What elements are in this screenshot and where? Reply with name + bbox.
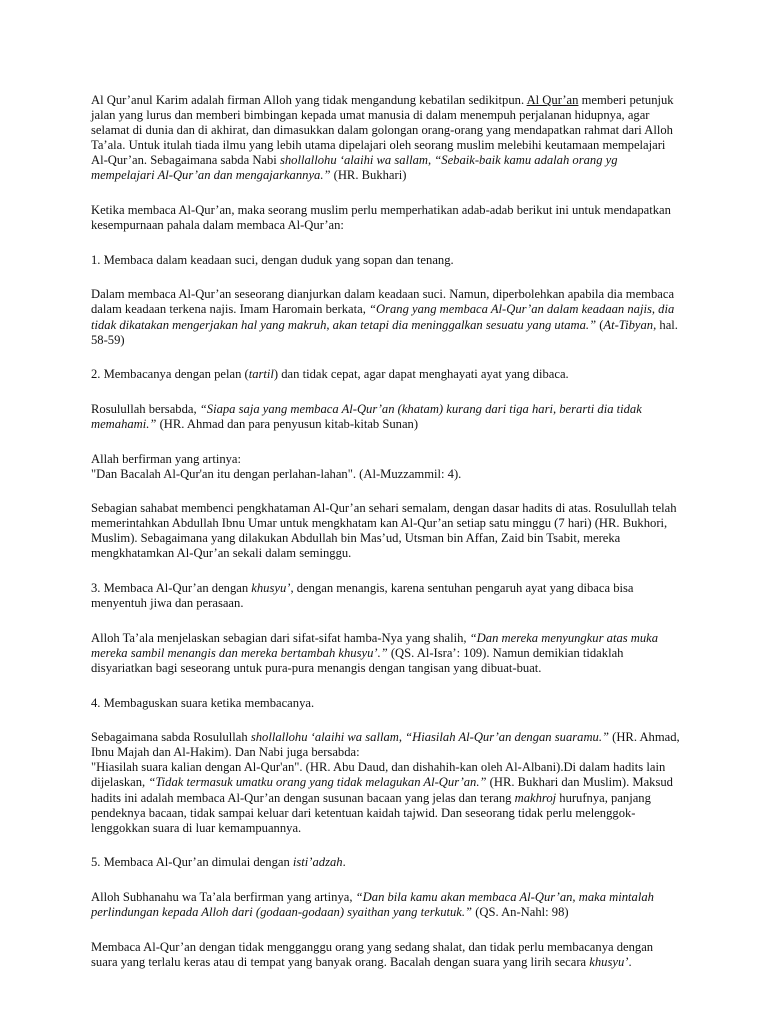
text-run: Sebagian sahabat membenci pengkhataman Al-Qur’an sehari semalam, dengan dasar hadits di atas. Rosulullah telah memerintahkan Abdullah Ibnu Umar untuk mengkhatam kan Al-Qur’an setiap satu minggu (7 hari) (HR. Bukhori, Muslim). Sebagaimana yang dilakukan Abdullah bin Mas’ud, Utsman bin Affan, Zaid bin Tsabit, mereka mengkhatamkan Al-Qur’an sekali dalam seminggu. bbox=[91, 501, 677, 561]
text-run: (HR. Bukhari dan Muslim). Maksud hadits ini adalah membaca Al-Qur’an dengan susunan bacaan yang jelas dan terang bbox=[91, 775, 673, 805]
italic-text: shollallohu ‘alaihi wa sallam bbox=[250, 730, 399, 745]
text-run: 2. Membacanya dengan pelan ( bbox=[91, 367, 249, 382]
text-run: "Hiasilah suara kalian dengan Al-Qur'an". (HR. Abu Daud, dan dishahih-kan oleh Al-Albani).Di dalam hadits lain dijelaskan, bbox=[91, 760, 666, 790]
paragraph-point-2-sahabat bbox=[91, 501, 681, 561]
italic-text: khusyu’ bbox=[251, 581, 291, 596]
text-run: hurufnya, panjang pendeknya bacaan, tidak sampai keluar dari ketentuan kaidah tajwid. Dan seseorang tidak perlu melenggok-lenggokkan suara di luar kemampuannya. bbox=[91, 790, 651, 835]
text-run: 1. Membaca dalam keadaan suci, dengan duduk yang sopan dan tenang. bbox=[91, 252, 454, 267]
text-run: . bbox=[628, 954, 632, 969]
paragraph-closing bbox=[91, 940, 681, 970]
text-run: Rosulullah bersabda, bbox=[91, 401, 200, 416]
text-run: ( bbox=[596, 317, 604, 332]
text-run: memberi petunjuk jalan yang lurus dan memberi bimbingan kepada umat manusia di dalam menempuh perjalanan hidupnya, agar selamat di dunia dan di akhirat, dan dimasukkan dalam golongan orang-orang yang mendapatkan rahmat dari Alloh Ta’ala. Untuk itulah tiada ilmu yang lebih utama dipelajari oleh seorang muslim melebihi keutamaan mempelajari Al-Qur’an. Sebagaimana sabda Nabi bbox=[91, 93, 674, 168]
italic-text: “Tidak termasuk umatku orang yang tidak melagukan Al-Qur’an.” bbox=[148, 775, 487, 790]
paragraph-point-4 bbox=[91, 696, 681, 711]
italic-text: shollallohu ‘alaihi wa sallam bbox=[279, 153, 428, 168]
italic-text: “Siapa saja yang membaca Al-Qur’an (khatam) kurang dari tiga hari, berarti dia tidak memahami.” bbox=[91, 401, 642, 431]
italic-text: “Orang yang membaca Al-Qur’an dalam keadaan najis, dia tidak dikatakan mengerjakan hal yang makruh, akan tetapi dia meninggalkan sesuatu yang utama.” bbox=[91, 302, 675, 332]
underlined-text: Al Qur’an bbox=[526, 93, 579, 107]
text-run: Sebagaimana sabda Rosulullah bbox=[91, 730, 251, 745]
paragraph-point-2-hadith bbox=[91, 402, 681, 432]
text-run: , dengan menangis, karena sentuhan pengaruh ayat yang dibaca bisa menyentuh jiwa dan perasaan. bbox=[91, 581, 634, 611]
text-run: "Dan Bacalah Al-Qur'an itu dengan perlahan-lahan". (Al-Muzzammil: 4). bbox=[91, 466, 462, 481]
italic-text: khusyu’ bbox=[589, 954, 629, 969]
paragraph-point-5 bbox=[91, 855, 681, 870]
italic-text: At-Tibyan bbox=[603, 317, 654, 332]
paragraph-adab-intro bbox=[91, 203, 681, 233]
text-run: Al Qur’anul Karim adalah firman Alloh yang tidak mengandung kebatilan sedikitpun. bbox=[91, 93, 527, 107]
paragraph-point-2 bbox=[91, 367, 681, 382]
paragraph-point-3-detail bbox=[91, 631, 681, 676]
text-run: Allah berfirman yang artinya: bbox=[91, 451, 242, 466]
text-run: , bbox=[427, 153, 435, 168]
italic-text: makhroj bbox=[514, 790, 557, 805]
italic-text: tartil bbox=[248, 367, 274, 382]
italic-text: “Hiasilah Al-Qur’an dengan suaramu.” bbox=[405, 730, 609, 745]
text-run: 4. Membaguskan suara ketika membacanya. bbox=[91, 695, 315, 710]
italic-text: “Dan bila kamu akan membaca Al-Qur’an, maka mintalah perlindungan kepada Alloh dari (godaan-godaan) syaithan yang terkutuk.” bbox=[91, 889, 654, 919]
text-run: Dalam membaca Al-Qur’an seseorang dianjurkan dalam keadaan suci. Namun, diperbolehkan apabila dia membaca dalam keadaan terkena najis. Imam Haromain berkata, bbox=[91, 287, 675, 317]
text-run: (QS. An-Nahl: 98) bbox=[472, 904, 569, 919]
text-run: Alloh Ta’ala menjelaskan sebagian dari sifat-sifat hamba-Nya yang shalih, bbox=[91, 630, 470, 645]
italic-text: “Dan mereka menyungkur atas muka mereka sambil menangis dan mereka bertambah khusyu’.” bbox=[91, 630, 659, 660]
paragraph-point-1-detail bbox=[91, 287, 681, 347]
document-page bbox=[91, 93, 681, 989]
text-run: Ketika membaca Al-Qur’an, maka seorang muslim perlu memperhatikan adab-adab berikut ini untuk mendapatkan kesempurnaan pahala dalam membaca Al-Qur’an: bbox=[91, 203, 671, 233]
text-run: . bbox=[342, 855, 346, 870]
paragraph-intro bbox=[91, 93, 681, 184]
text-run: (HR. Ahmad, Ibnu Majah dan Al-Hakim). Dan Nabi juga bersabda: bbox=[91, 730, 680, 760]
text-run: (HR. Ahmad dan para penyusun kitab-kitab Sunan) bbox=[156, 416, 419, 431]
paragraph-point-1 bbox=[91, 253, 681, 268]
text-run: , hal. 58-59) bbox=[91, 317, 678, 347]
text-run: , bbox=[398, 730, 406, 745]
italic-text: “Sebaik-baik kamu adalah orang yg mempelajari Al-Qur’an dan mengajarkannya.” bbox=[91, 153, 618, 183]
text-run: (HR. Bukhari) bbox=[330, 168, 407, 183]
text-run: 3. Membaca Al-Qur’an dengan bbox=[91, 581, 252, 596]
text-run: (QS. Al-Isra’: 109). Namun demikian tidaklah disyariatkan bagi seseorang untuk pura-pura menangis dengan tangisan yang dibuat-buat. bbox=[91, 645, 624, 675]
paragraph-point-2-ayat bbox=[91, 452, 681, 482]
paragraph-point-3 bbox=[91, 581, 681, 611]
italic-text: isti’adzah bbox=[292, 855, 343, 870]
text-run: 5. Membaca Al-Qur’an dimulai dengan bbox=[91, 855, 293, 870]
text-run: Alloh Subhanahu wa Ta’ala berfirman yang artinya, bbox=[91, 889, 356, 904]
paragraph-point-5-detail bbox=[91, 890, 681, 920]
text-run: ) dan tidak cepat, agar dapat menghayati ayat yang dibaca. bbox=[273, 367, 569, 382]
text-run: Membaca Al-Qur’an dengan tidak mengganggu orang yang sedang shalat, dan tidak perlu membacanya dengan suara yang terlalu keras atau di tempat yang banyak orang. Bacalah dengan suara yang lirih secara bbox=[91, 939, 654, 969]
paragraph-point-4-detail bbox=[91, 730, 681, 836]
